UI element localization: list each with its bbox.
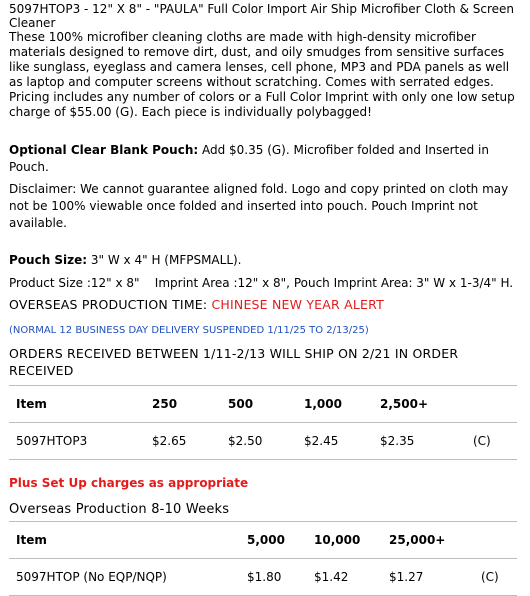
overseas-production-weeks: Overseas Production 8-10 Weeks — [9, 502, 230, 517]
table1-header-item: Item — [16, 397, 47, 411]
table1-header-qty: 500 — [228, 397, 254, 411]
table1-price: $2.65 — [152, 434, 187, 448]
table2-price: $1.27 — [389, 570, 424, 584]
table1-price: $2.50 — [228, 434, 263, 448]
overseas-production-time — [9, 296, 522, 313]
table1-price: $2.35 — [380, 434, 415, 448]
table2-header-qty: 25,000+ — [389, 533, 446, 547]
table1-header-row — [9, 385, 517, 423]
pouch-size-text: 3" W x 4" H (MFPSMALL). — [87, 253, 242, 267]
table1-header-qty: 250 — [152, 397, 178, 411]
table-row — [9, 559, 517, 596]
table2-price: $1.42 — [314, 570, 349, 584]
price-table-2 — [9, 521, 517, 596]
pouch-size-label: Pouch Size: — [9, 253, 88, 267]
orders-received-note: ORDERS RECEIVED BETWEEN 1/11-2/13 WILL SHIP ON 2/21 IN ORDER RECEIVED — [9, 346, 459, 378]
table1-price: $2.45 — [304, 434, 339, 448]
table1-header-qty: 1,000 — [304, 397, 342, 411]
chinese-new-year-alert: CHINESE NEW YEAR ALERT — [211, 297, 384, 312]
price-table-1 — [9, 385, 517, 460]
product-description: These 100% microfiber cleaning cloths are made with high-density microfiber materials designed to remove dirt, dust, and oily smudges from sensitive surfaces like sunglass, eyeglass and camera lenses, cell phone, MP3 and PDA panels as well as laptop and computer screens without scratching. Comes with serrated edges. Pricing includes any number of colors or a Full Color Imprint with only one low setup charge of $55.00 (G). Each piece is individually polybagged! — [9, 30, 515, 119]
table1-price-code: (C) — [473, 434, 491, 448]
optional-pouch-text: Add $0.35 (G). Microfiber folded and Inserted in Pouch. — [9, 143, 489, 174]
optional-pouch-label: Optional Clear Blank Pouch: — [9, 143, 199, 157]
disclaimer: Disclaimer: We cannot guarantee aligned fold. Logo and copy printed on cloth may not be 100% viewable once folded and inserted into pouch. Pouch Imprint not available. — [9, 182, 509, 230]
table-row — [9, 423, 517, 460]
table2-header-qty: 5,000 — [247, 533, 285, 547]
overseas-label: OVERSEAS PRODUCTION TIME: — [9, 297, 212, 312]
plus-setup-charges: Plus Set Up charges as appropriate — [9, 476, 249, 490]
product-size: Product Size :12" x 8" Imprint Area :12" x 8", Pouch Imprint Area: 3" W x 1-3/4" H. — [9, 276, 514, 290]
table2-header-row — [9, 521, 517, 559]
pouch-size — [9, 252, 522, 269]
table1-item-code: 5097HTOP3 — [16, 434, 88, 448]
product-title: 5097HTOP3 - 12" X 8" - "PAULA" Full Color Import Air Ship Microfiber Cloth & Screen Cleaner — [9, 2, 515, 30]
table2-item-code: 5097HTOP (No EQP/NQP) — [16, 570, 167, 584]
delivery-suspended-note: (NORMAL 12 BUSINESS DAY DELIVERY SUSPENDED 1/11/25 TO 2/13/25) — [9, 325, 369, 336]
table1-header-qty: 2,500+ — [380, 397, 429, 411]
optional-pouch — [9, 142, 522, 176]
table2-price: $1.80 — [247, 570, 282, 584]
table2-header-item: Item — [16, 533, 47, 547]
table2-header-qty: 10,000 — [314, 533, 361, 547]
table2-price-code: (C) — [481, 570, 499, 584]
